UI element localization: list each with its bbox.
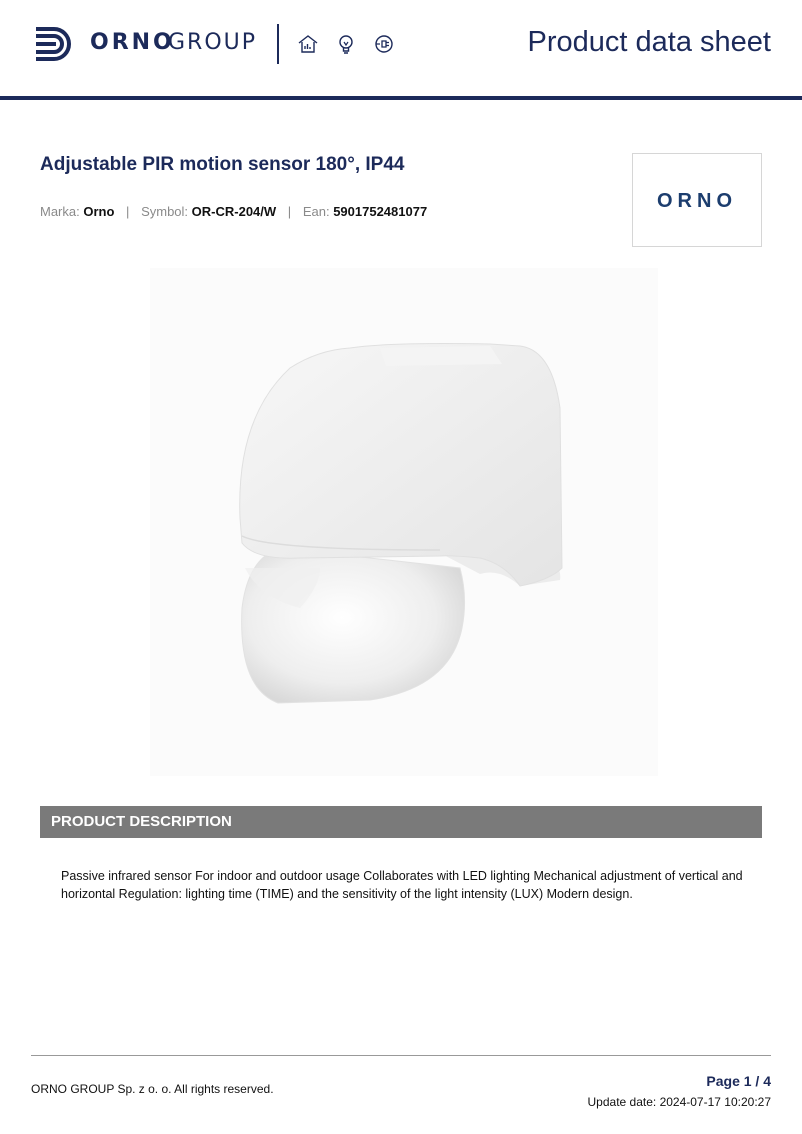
- orno-logo-icon: [34, 24, 76, 64]
- page-number: Page 1 / 4: [706, 1073, 771, 1089]
- product-image: [150, 268, 658, 776]
- update-date: Update date: 2024-07-17 10:20:27: [587, 1095, 771, 1109]
- product-description-bar: [40, 806, 762, 838]
- lightbulb-icon: [334, 32, 358, 56]
- meta-separator: |: [287, 204, 292, 219]
- product-description-text: Passive infrared sensor For indoor and outdoor usage Collaborates with LED lighting Mechanical adjustment of vertical and horizontal Regulation: lighting time (TIME) and the sensitivity of the light intensity (LUX) Modern design.: [61, 869, 743, 901]
- brand-value: Orno: [83, 204, 115, 219]
- brand-name-light: GROUP: [168, 30, 258, 55]
- copyright-text: ORNO GROUP Sp. z o. o. All rights reserved.: [31, 1082, 274, 1096]
- product-title: Adjustable PIR motion sensor 180°, IP44: [40, 154, 405, 175]
- ean-value: 5901752481077: [333, 204, 428, 219]
- brand-logo-box: [632, 153, 762, 247]
- ean-label: Ean:: [302, 204, 330, 219]
- document-title: Product data sheet: [527, 26, 771, 58]
- symbol-label: Symbol:: [141, 204, 189, 219]
- product-description-heading: PRODUCT DESCRIPTION: [51, 813, 232, 830]
- footer-divider: [31, 1055, 771, 1056]
- smart-home-icon: [296, 32, 320, 56]
- symbol-value: OR-CR-204/W: [191, 204, 277, 219]
- product-meta: [40, 204, 427, 219]
- power-plug-icon: [372, 32, 396, 56]
- brand-name-bold: ORNO: [90, 30, 175, 55]
- brand-logo-text: ORNO: [657, 190, 737, 212]
- page-header: [0, 0, 802, 100]
- brand-label: Marka:: [40, 204, 80, 219]
- header-divider: [0, 96, 802, 100]
- brand-divider: [277, 24, 279, 64]
- meta-separator: |: [126, 204, 130, 219]
